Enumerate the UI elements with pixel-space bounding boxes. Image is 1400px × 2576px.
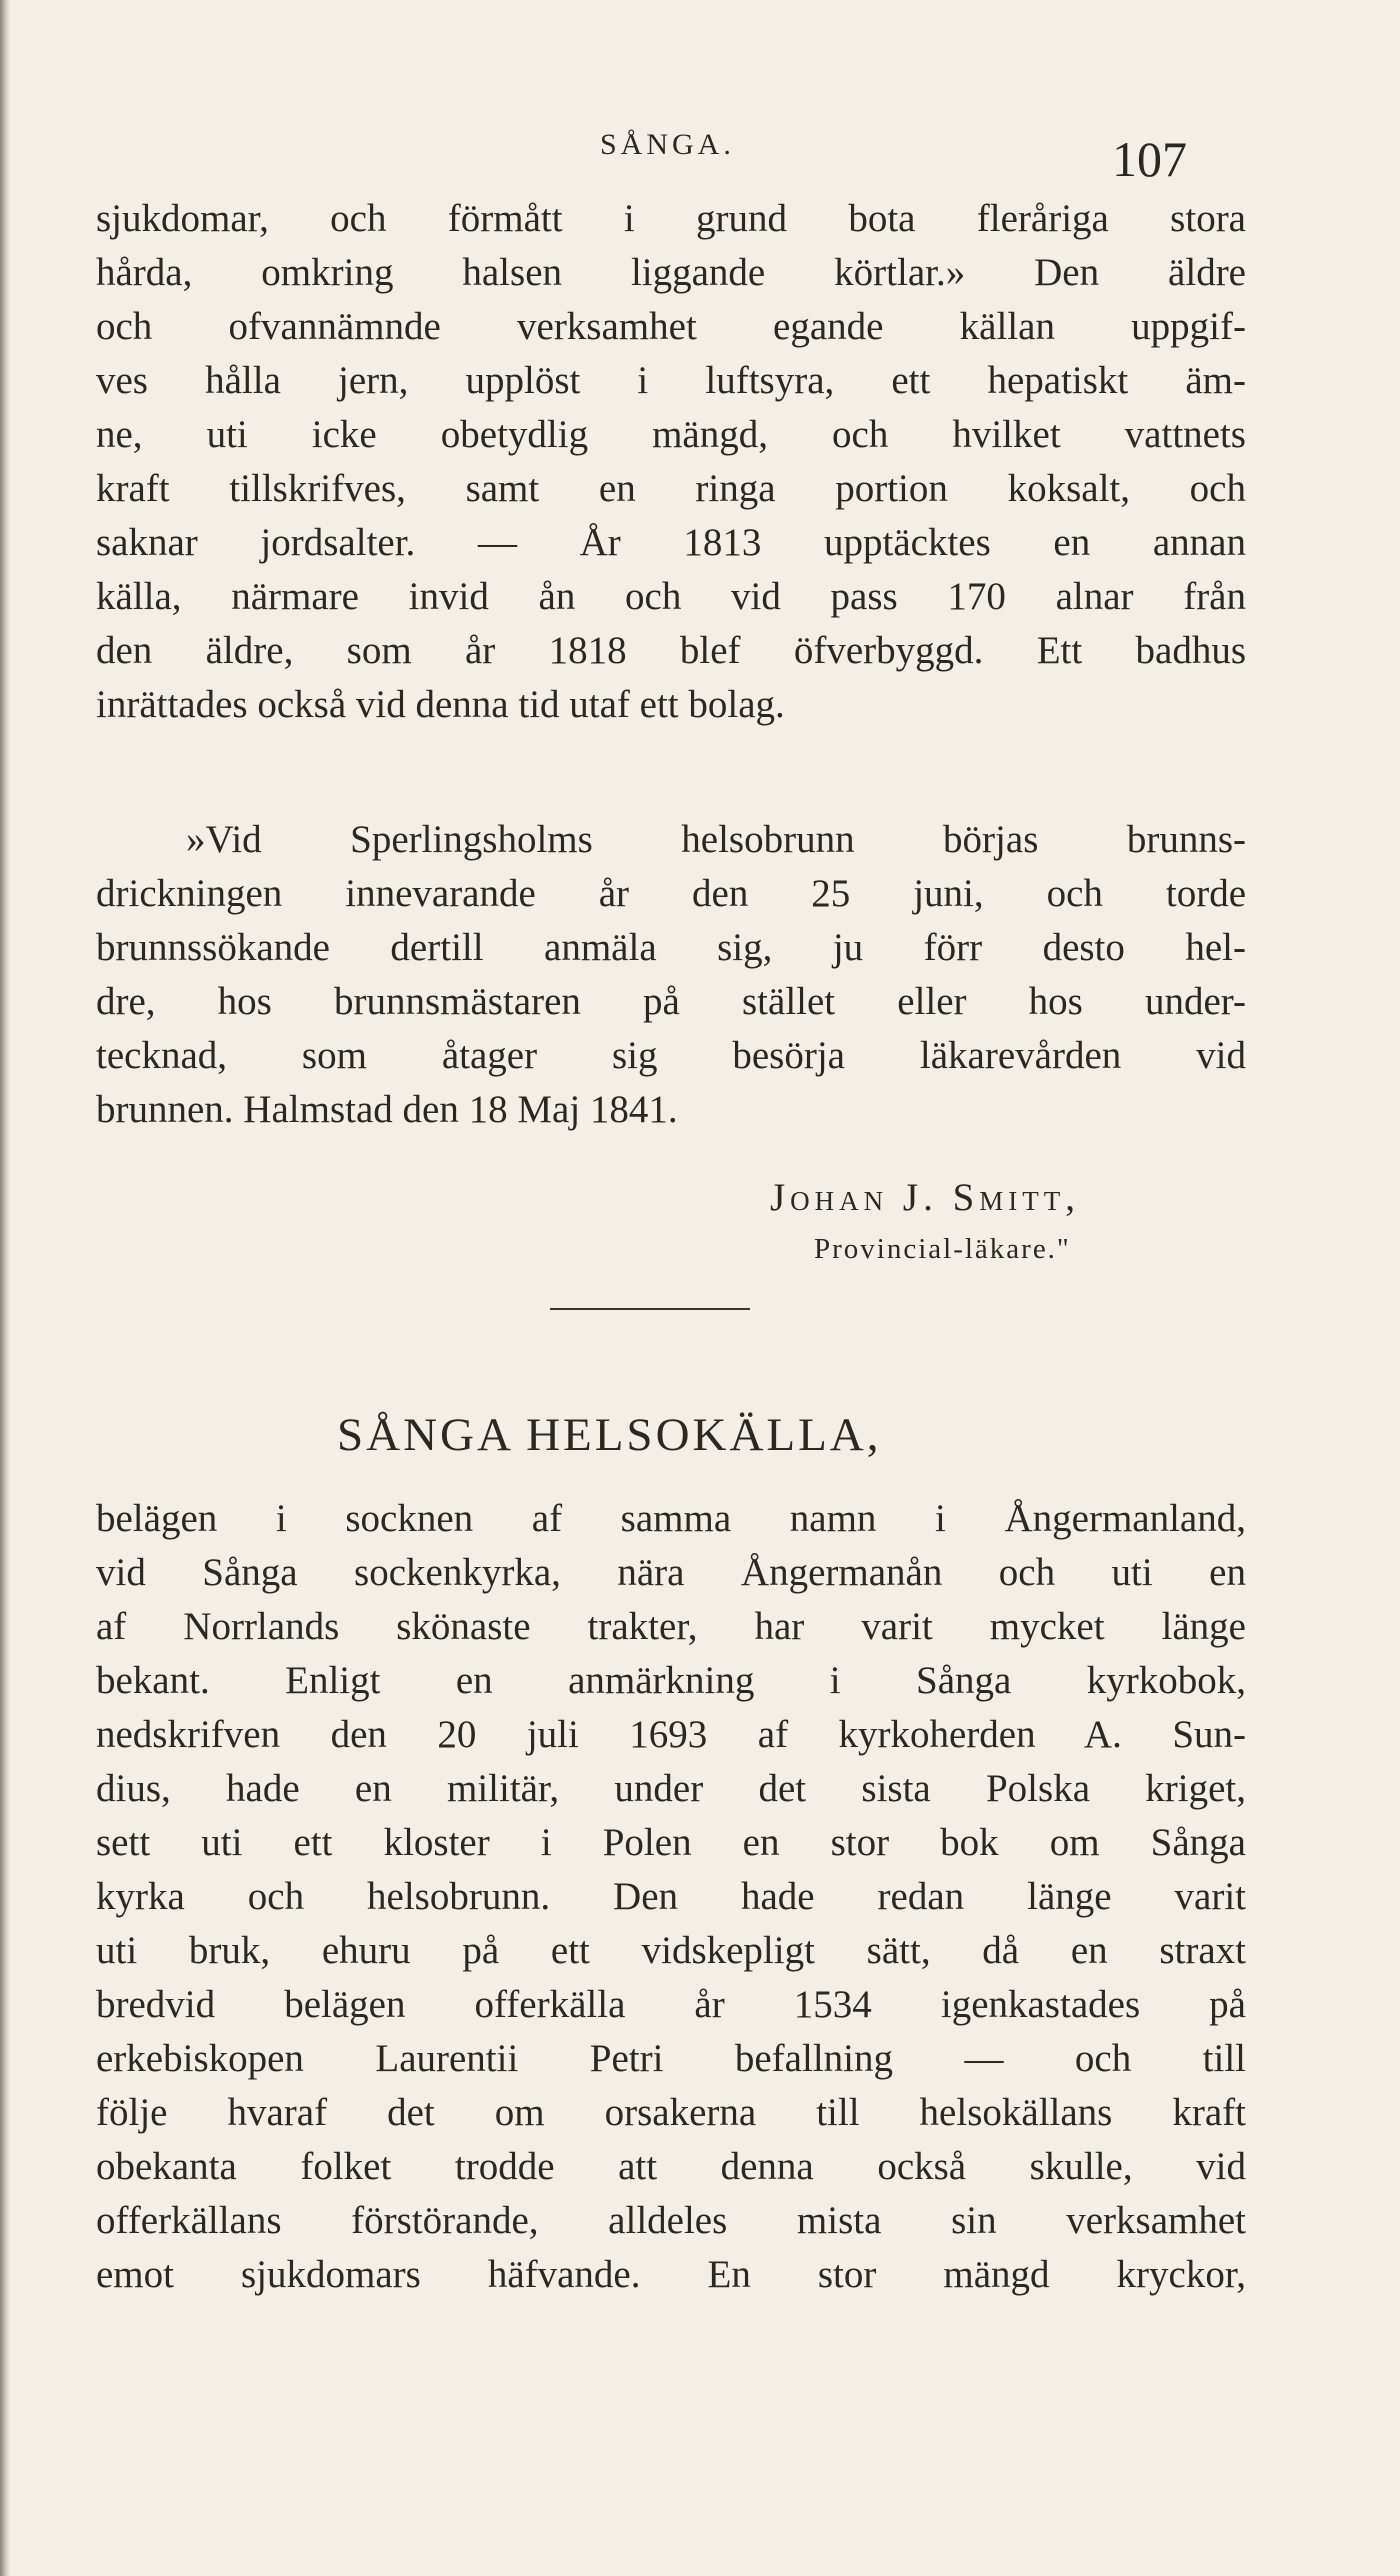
text-line: och ofvannämnde verksamhet egande källan uppgif- [96,305,1246,348]
text-line: inrättades också vid denna tid utaf ett bolag. [96,683,785,726]
text-line: ne, uti icke obetydlig mängd, och hvilket vattnets [96,413,1246,456]
text-line: bekant. Enligt en anmärkning i Sånga kyrkobok, [96,1659,1246,1702]
text-line: »Vid Sperlingsholms helsobrunn börjas brunns- [186,818,1246,861]
text-line: belägen i socknen af samma namn i Ångermanland, [96,1497,1246,1540]
text-line: brunnen. Halmstad den 18 Maj 1841. [96,1088,678,1131]
text-line: kyrka och helsobrunn. Den hade redan länge varit [96,1875,1246,1918]
text-line: saknar jordsalter. — År 1813 upptäcktes en annan [96,521,1246,564]
text-line: nedskrifven den 20 juli 1693 af kyrkoherden A. Sun- [96,1713,1246,1756]
text-line: emot sjukdomars häfvande. En stor mängd kryckor, [96,2253,1246,2296]
text-line: kraft tillskrifves, samt en ringa portion koksalt, och [96,467,1246,510]
text-line: af Norrlands skönaste trakter, har varit mycket länge [96,1605,1246,1648]
text-line: den äldre, som år 1818 blef öfverbyggd. Ett badhus [96,629,1246,672]
text-line: vid Sånga sockenkyrka, nära Ångermanån och uti en [96,1551,1246,1594]
text-line: dre, hos brunnsmästaren på stället eller hos under- [96,980,1246,1023]
text-line: följe hvaraf det om orsakerna till helsokällans kraft [96,2091,1246,2134]
paragraph-continued [96,192,1246,732]
text-line: sett uti ett kloster i Polen en stor bok om Sånga [96,1821,1246,1864]
page-number: 107 [1112,131,1187,187]
text-line: ves hålla jern, upplöst i luftsyra, ett hepatiskt äm- [96,359,1246,402]
text-line: dius, hade en militär, under det sista Polska kriget, [96,1767,1246,1810]
signature-title: Provincial-läkare." [814,1233,1071,1265]
section-heading: SÅNGA HELSOKÄLLA, [337,1409,882,1461]
text-line: tecknad, som åtager sig besörja läkarevården vid [96,1034,1246,1077]
text-line: obekanta folket trodde att denna också skulle, vid [96,2145,1246,2188]
text-line: källa, närmare invid ån och vid pass 170 alnar från [96,575,1246,618]
text-line: brunnssökande dertill anmäla sig, ju förr desto hel- [96,926,1246,969]
text-line: uti bruk, ehuru på ett vidskepligt sätt, då en straxt [96,1929,1246,1972]
section-divider [550,1308,750,1310]
text-line: drickningen innevarande år den 25 juni, och torde [96,872,1246,915]
running-title: SÅNGA. [600,128,735,161]
text-line: bredvid belägen offerkälla år 1534 igenkastades på [96,1983,1246,2026]
signature-name: Johan J. Smitt, [770,1176,1081,1219]
section-body [96,1492,1246,2302]
text-line: sjukdomar, och förmått i grund bota fleråriga stora [96,197,1246,240]
text-line: offerkällans förstörande, alldeles mista sin verksamhet [96,2199,1246,2242]
text-line: hårda, omkring halsen liggande körtlar.» Den äldre [96,251,1246,294]
text-line: erkebiskopen Laurentii Petri befallning — och till [96,2037,1246,2080]
quoted-notice [96,813,1246,1137]
